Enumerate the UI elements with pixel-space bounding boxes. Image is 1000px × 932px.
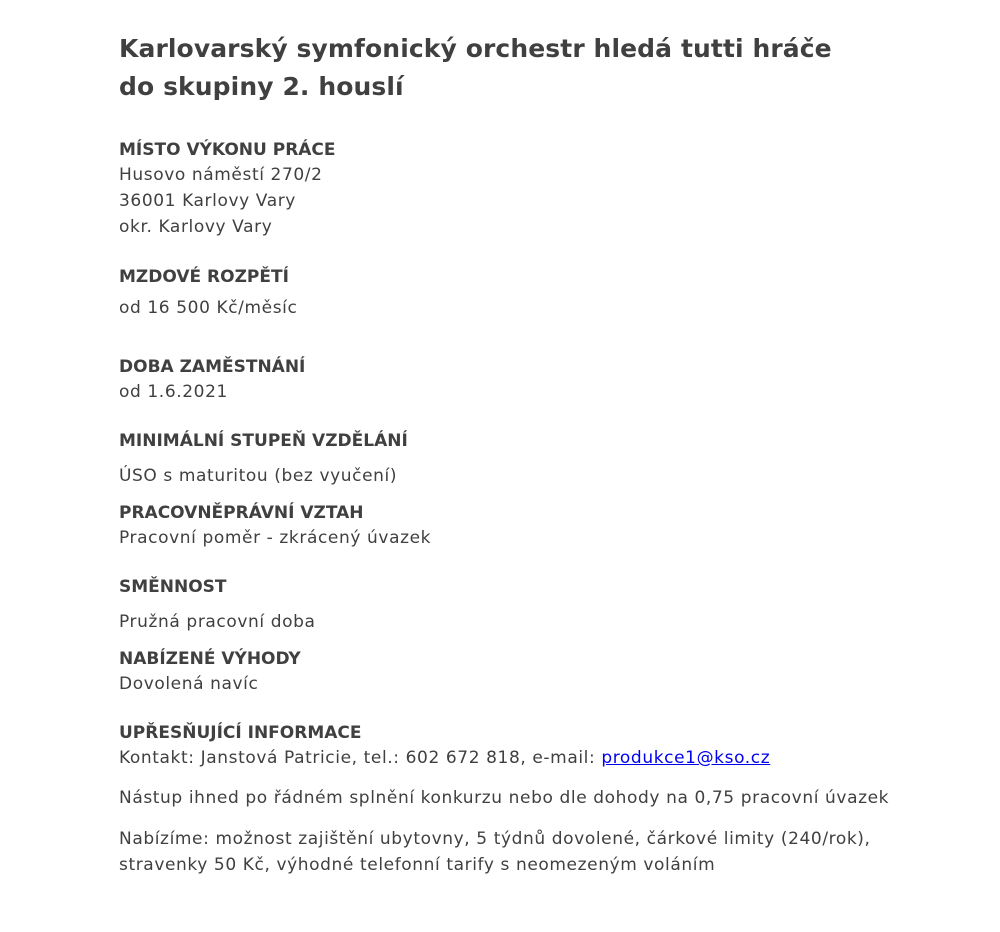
address-street: Husovo náměstí 270/2 [119,165,323,185]
page-title-line-1: Karlovarský symfonický orchestr hledá tutti hráče [119,34,832,63]
education-heading: MINIMÁLNÍ STUPEŇ VZDĚLÁNÍ [119,431,408,451]
salary-value: od 16 500 Kč/měsíc [119,298,298,318]
offer-line-1: Nabízíme: možnost zajištění ubytovny, 5 týdnů dovolené, čárkové limity (240/rok), [119,829,871,849]
education-value: ÚSO s maturitou (bez vyučení) [119,466,398,486]
page-title [119,30,832,106]
location-heading: MÍSTO VÝKONU PRÁCE [119,140,336,160]
employment-period-value: od 1.6.2021 [119,382,228,402]
offer-info [119,826,871,878]
salary-heading: MZDOVÉ ROZPĚTÍ [119,267,289,287]
location-address [119,162,323,240]
offer-line-2: stravenky 50 Kč, výhodné telefonní tarify s neomezeným voláním [119,855,716,875]
benefits-heading: NABÍZENÉ VÝHODY [119,649,301,669]
benefits-value: Dovolená navíc [119,674,259,694]
details-heading: UPŘESŇUJÍCÍ INFORMACE [119,723,362,743]
address-city: 36001 Karlovy Vary [119,191,296,211]
page-title-line-2: do skupiny 2. houslí [119,72,404,101]
shifts-heading: SMĚNNOST [119,577,227,597]
employment-relation-value: Pracovní poměr - zkrácený úvazek [119,528,432,548]
contact-line [119,745,770,771]
contact-text: Kontakt: Janstová Patricie, tel.: 602 672 818, e-mail: [119,748,602,768]
employment-relation-heading: PRACOVNĚPRÁVNÍ VZTAH [119,503,364,523]
start-info: Nástup ihned po řádném splnění konkurzu nebo dle dohody na 0,75 pracovní úvazek [119,788,890,808]
address-district: okr. Karlovy Vary [119,217,273,237]
shifts-value: Pružná pracovní doba [119,612,316,632]
employment-period-heading: DOBA ZAMĚSTNÁNÍ [119,357,306,377]
email-link[interactable]: produkce1@kso.cz [601,748,771,768]
